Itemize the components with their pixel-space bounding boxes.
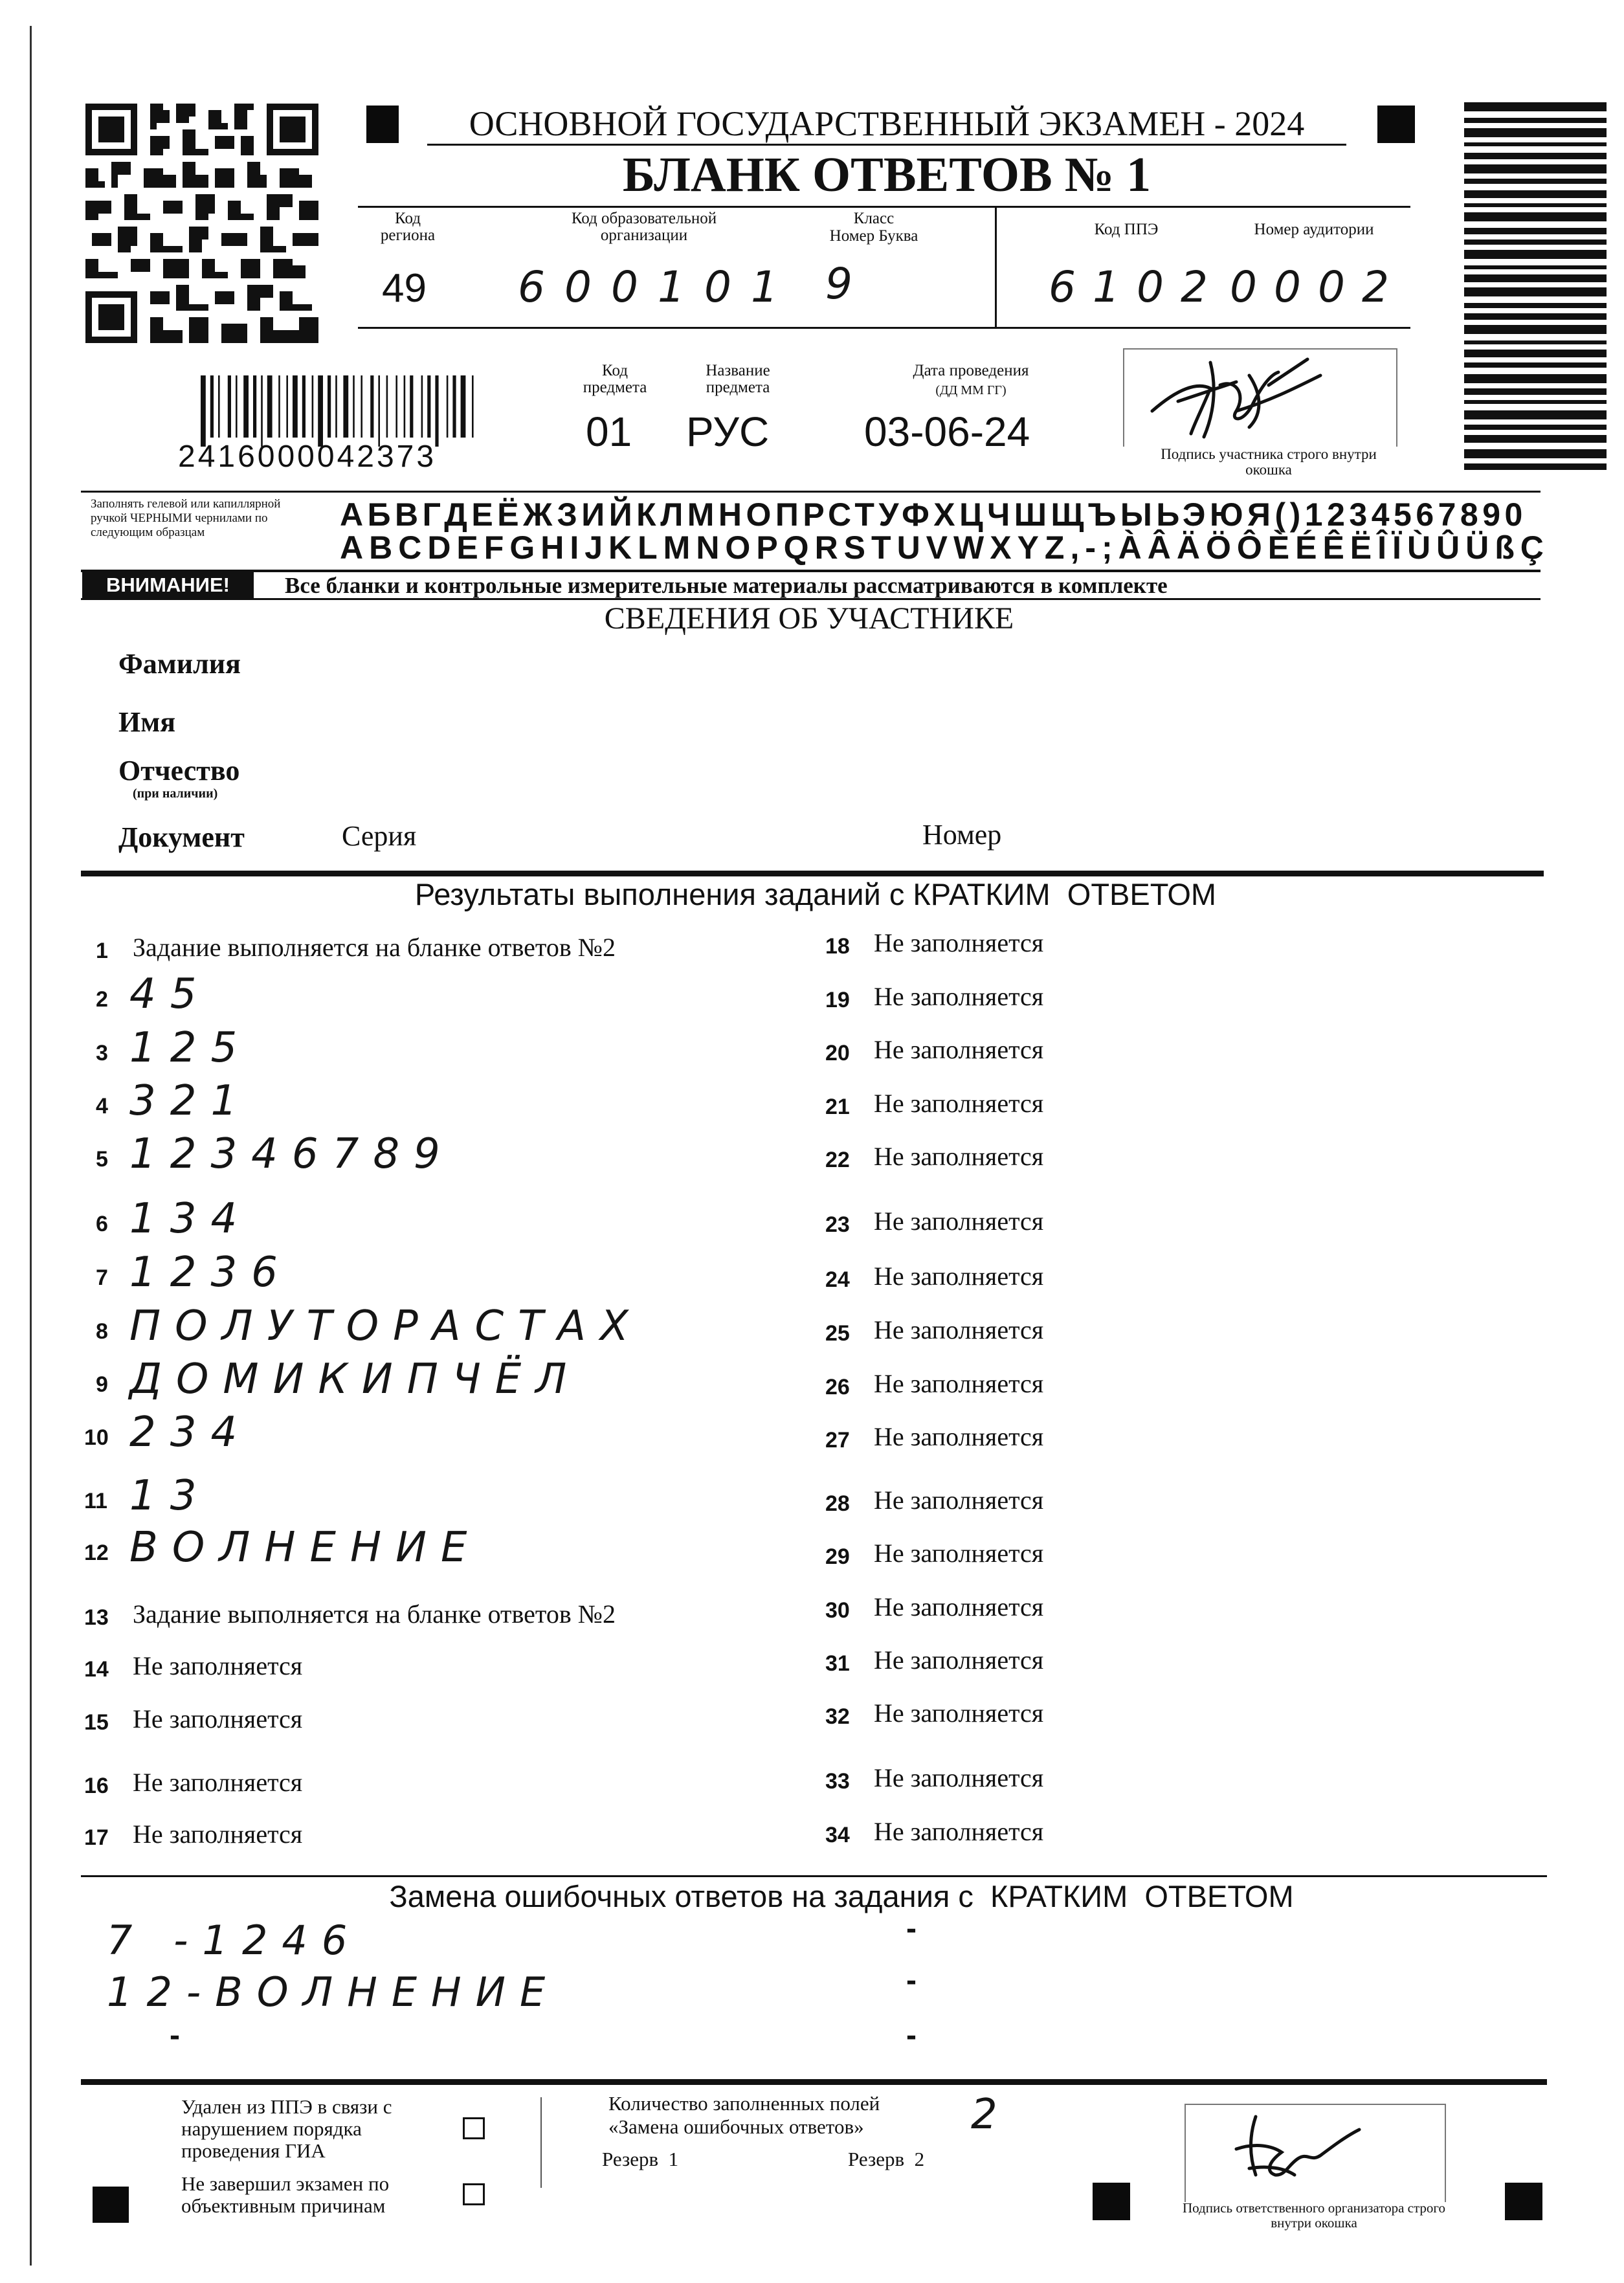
task-note: Не заполняется (874, 1422, 1044, 1451)
task-note: Не заполняется (874, 1369, 1044, 1398)
task-number: 9 (96, 1372, 108, 1397)
task-answer[interactable]: 1236 (129, 1249, 292, 1297)
task-number: 8 (96, 1319, 108, 1344)
task-note: Не заполняется (874, 1315, 1044, 1344)
organizer-signature (1210, 2104, 1379, 2194)
region-code-label: Код региона (380, 210, 436, 244)
task-number: 16 (84, 1774, 109, 1798)
task-answer[interactable]: 45 (129, 970, 211, 1018)
task-number: 14 (84, 1657, 109, 1682)
task-number: 31 (825, 1651, 850, 1676)
task-number: 29 (825, 1544, 850, 1569)
task-note: Не заполняется (874, 928, 1044, 957)
registration-square (366, 106, 399, 143)
not-finished-checkbox[interactable] (463, 2183, 485, 2205)
date-format: (ДД ММ ГГ) (935, 383, 1007, 397)
room-number-value: 0002 (1230, 262, 1406, 312)
task-note: Не заполняется (133, 1651, 303, 1680)
task-note: Не заполняется (133, 1768, 303, 1797)
name-label: Имя (118, 706, 175, 738)
task-number: 3 (96, 1041, 108, 1065)
surname-label: Фамилия (118, 648, 241, 680)
ppe-code-label: Код ППЭ (1094, 221, 1159, 238)
patronymic-note: (при наличии) (133, 786, 218, 801)
qr-code (85, 104, 318, 343)
task-note: Не заполняется (874, 1142, 1044, 1171)
organizer-signature-caption: Подпись ответственного организатора строго внутри окошка (1182, 2200, 1446, 2231)
task-note: Не заполняется (874, 982, 1044, 1011)
task-note: Не заполняется (874, 1645, 1044, 1675)
task-answer[interactable]: 234 (129, 1409, 252, 1456)
task-number: 33 (825, 1769, 850, 1794)
class-sublabel: Номер Буква (829, 227, 918, 245)
task-number: 6 (96, 1212, 108, 1236)
org-code-label: Код образовательной организации (571, 210, 717, 244)
replacement-answer[interactable]: - (906, 1963, 917, 1998)
task-number: 19 (825, 988, 850, 1012)
registration-square (93, 2187, 129, 2223)
cyrillic-sample: АБВГДЕЁЖЗИЙКЛМНОПРСТУФХЦЧШЩЪЫЬЭЮЯ()1234567890 (340, 496, 1527, 533)
task-answer[interactable]: 13 (129, 1472, 211, 1520)
class-label: Класс (853, 210, 895, 227)
patronymic-label: Отчество (118, 755, 240, 786)
subject-name-value: РУС (686, 408, 770, 455)
task-note: Не заполняется (874, 1207, 1044, 1236)
task-answer[interactable]: 134 (129, 1195, 252, 1243)
task-note: Не заполняется (874, 1698, 1044, 1728)
registration-square (1093, 2183, 1130, 2220)
participant-signature-caption: Подпись участника строго внутри окошка (1161, 446, 1377, 478)
subject-name-label: Название предмета (706, 362, 770, 396)
replacement-answer[interactable]: - (906, 2018, 917, 2053)
task-number: 23 (825, 1212, 850, 1237)
document-number-label: Номер (922, 819, 1002, 851)
ppe-code-value: 6102 (1049, 262, 1225, 312)
replacement-answer[interactable]: - (906, 1911, 917, 1946)
task-note: Не заполняется (874, 1262, 1044, 1291)
task-note: Не заполняется (874, 1592, 1044, 1621)
stripe-marker (1464, 102, 1607, 529)
region-code-value: 49 (382, 266, 427, 311)
task-number: 30 (825, 1598, 850, 1623)
exam-title: ОСНОВНОЙ ГОСУДАРСТВЕННЫЙ ЭКЗАМЕН - 2024 (427, 104, 1346, 146)
participant-signature (1139, 350, 1333, 447)
task-number: 2 (96, 987, 108, 1012)
task-answer[interactable]: ПОЛУТОРАСТАХ (129, 1302, 643, 1350)
replacement-count-label: Количество заполненных полей «Замена ошибочных ответов» (608, 2092, 880, 2138)
task-answer[interactable]: 125 (129, 1024, 252, 1072)
reserve-2-label: Резерв 2 (848, 2148, 925, 2170)
task-number: 26 (825, 1375, 850, 1399)
task-number: 12 (84, 1541, 109, 1565)
samples-instruction: Заполнять гелевой или капиллярной ручкой ЧЕРНЫМИ чернилами по следующим образцам (91, 497, 281, 539)
task-number: 21 (825, 1095, 850, 1119)
task-note: Не заполняется (133, 1820, 303, 1849)
org-code-value: 600101 (518, 262, 797, 312)
task-number: 11 (84, 1489, 107, 1513)
task-number: 28 (825, 1491, 850, 1516)
registration-square (1505, 2183, 1542, 2220)
task-number: 27 (825, 1428, 850, 1453)
task-note: Не заполняется (874, 1817, 1044, 1846)
task-number: 17 (84, 1825, 109, 1850)
task-number: 4 (96, 1094, 108, 1119)
task-number: 10 (84, 1425, 109, 1450)
not-finished-label: Не завершил экзамен по объективным причинам (181, 2172, 390, 2217)
barcode (201, 375, 537, 447)
task-number: 13 (84, 1605, 109, 1630)
task-note: Не заполняется (874, 1035, 1044, 1064)
document-label: Документ (118, 821, 245, 853)
reserve-1-label: Резерв 1 (602, 2148, 679, 2170)
task-note: Не заполняется (874, 1089, 1044, 1118)
task-note: Не заполняется (874, 1486, 1044, 1515)
class-value: 9 (825, 259, 867, 309)
registration-square (1377, 106, 1415, 143)
form-title: БЛАНК ОТВЕТОВ № 1 (622, 148, 1151, 202)
task-note: Не заполняется (874, 1763, 1044, 1792)
removed-label: Удален из ППЭ в связи с нарушением порядка проведения ГИА (181, 2095, 392, 2162)
task-answer[interactable]: ВОЛНЕНИЕ (129, 1524, 482, 1572)
results-section-title: Результаты выполнения заданий с КРАТКИМ ОТВЕТОМ (414, 877, 1217, 911)
task-number: 5 (96, 1147, 108, 1172)
replacement-answer[interactable]: 7 -1246 (107, 1917, 362, 1964)
task-number: 24 (825, 1267, 850, 1292)
date-label: Дата проведения (913, 362, 1029, 379)
task-number: 32 (825, 1704, 850, 1729)
replacement-answer[interactable]: - (170, 2018, 180, 2053)
task-number: 20 (825, 1041, 850, 1065)
subject-code-value: 01 (586, 408, 632, 455)
task-note: Не заполняется (133, 1704, 303, 1733)
task-number: 25 (825, 1321, 850, 1346)
attention-text: Все бланки и контрольные измерительные материалы рассматриваются в комплекте (285, 573, 1168, 598)
margin-line (30, 26, 32, 2266)
date-value: 03-06-24 (864, 408, 1030, 455)
task-number: 22 (825, 1148, 850, 1172)
task-note: Задание выполняется на бланке ответов №2 (133, 1599, 616, 1629)
task-answer[interactable]: 321 (129, 1077, 252, 1125)
room-number-label: Номер аудитории (1254, 221, 1374, 238)
task-answer[interactable]: 12346789 (129, 1130, 454, 1178)
attention-badge: ВНИМАНИЕ! (82, 572, 254, 598)
latin-sample: ABCDEFGHIJKLMNOPQRSTUVWXYZ,-;ÀÂÄÖÔÈÉÊËÎÏÙÛÜßÇ (340, 529, 1550, 566)
replacement-section-title: Замена ошибочных ответов на задания с КРАТКИМ ОТВЕТОМ (389, 1879, 1294, 1913)
task-note: Не заполняется (874, 1539, 1044, 1568)
barcode-number: 2416000042373 (178, 440, 437, 474)
task-note: Задание выполняется на бланке ответов №2 (133, 933, 616, 962)
task-number: 18 (825, 934, 850, 959)
task-number: 7 (96, 1265, 108, 1290)
task-number: 1 (96, 939, 108, 963)
task-number: 15 (84, 1710, 109, 1735)
subject-code-label: Код предмета (583, 362, 647, 396)
task-answer[interactable]: ДОМИКИПЧЁЛ (129, 1355, 581, 1403)
replacement-count-value: 2 (971, 2091, 1012, 2139)
document-series-label: Серия (342, 820, 417, 852)
participant-section-title: СВЕДЕНИЯ ОБ УЧАСТНИКЕ (604, 601, 1014, 636)
removed-checkbox[interactable] (463, 2117, 485, 2139)
task-number: 34 (825, 1823, 850, 1847)
replacement-answer[interactable]: 12-ВОЛНЕНИЕ (107, 1968, 560, 2016)
